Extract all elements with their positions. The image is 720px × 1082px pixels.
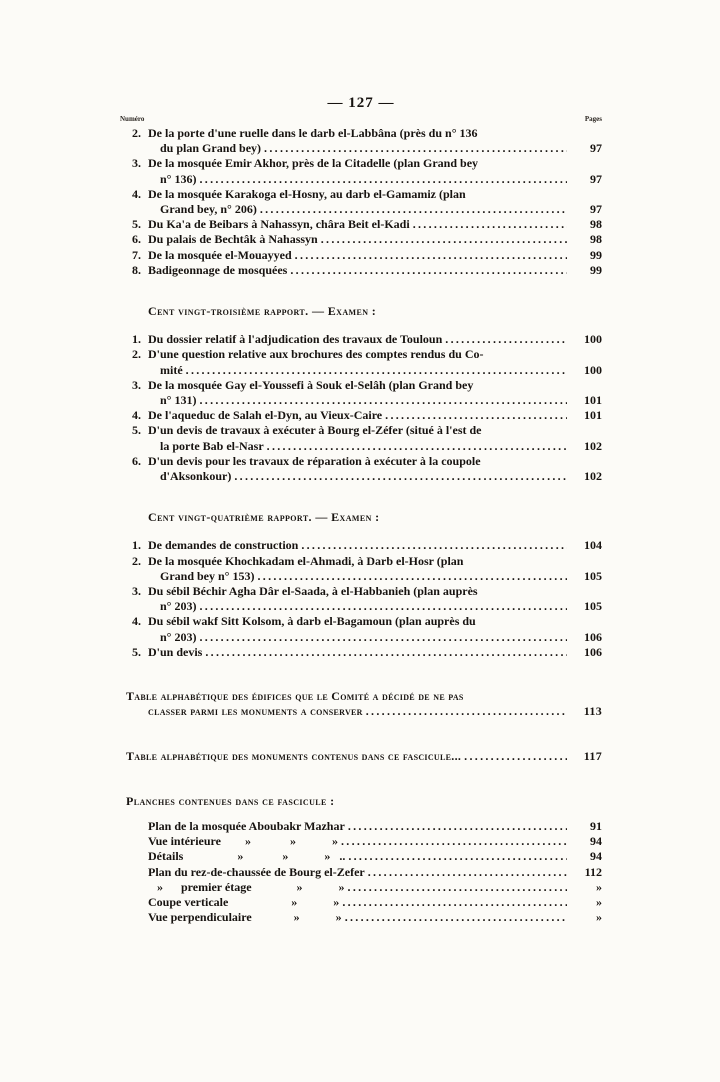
entry-text: Du palais de Bechtâk à Nahassyn [148,232,318,247]
toc-entry-line [120,187,602,202]
entry-page: 117 [583,748,602,763]
entry-page: 99 [590,247,602,262]
entry-number: 6. [132,232,141,247]
dot-leader [199,393,567,408]
toc-entry-line [120,569,602,584]
toc-entry-line [120,126,602,141]
entry-page: 100 [584,332,602,347]
entry-text: De la mosquée Emir Akhor, près de la Citadelle (plan Grand bey [148,156,479,171]
entry-number: 1. [132,538,141,553]
entry-text: De la porte d'une ruelle dans le darb el-Labbâna (près du n° 136 [148,126,478,140]
toc-entry-line [120,248,602,263]
plate-line [120,834,602,849]
report-heading [120,304,602,319]
entry-number: 1. [132,332,141,347]
entry-text: du plan Grand bey) [160,141,262,156]
dot-leader [413,217,567,232]
dot-leader [234,469,567,484]
column-label-pages: Pages [584,115,602,123]
entry-number: 3. [132,584,141,599]
dot-leader [301,538,567,553]
toc-entry-line [120,156,602,171]
entry-text: n° 203) [160,629,197,644]
entry-page: » [596,879,602,894]
entry-number: 5. [132,217,141,232]
entry-page: 98 [590,232,602,247]
plate-line [120,819,602,834]
entry-text: Cent vingt-troisième rapport. — Examen : [148,304,377,319]
entry-page: 102 [584,469,602,484]
entry-text: Cent vingt-quatrième rapport. — Examen : [148,510,380,525]
entry-number: 4. [132,614,141,629]
plates-heading [120,794,602,809]
entry-text: D'un devis de travaux à exécuter à Bourg el-Zéfer (situé à l'est de [148,423,482,438]
toc-entry-line [120,263,602,278]
toc-entry-line [120,217,602,232]
dot-leader [260,202,567,217]
dot-leader [348,849,567,864]
toc-entry-line [120,141,602,156]
dot-leader [368,865,567,880]
toc-entry-line [120,347,602,362]
entry-number: 3. [132,377,141,392]
page-content-area [120,95,602,925]
entry-text: la porte Bab el-Nasr [160,438,264,453]
entry-text: De la mosquée el-Mouayyed [148,247,292,262]
column-label-numero: Numéro [120,115,145,123]
entry-number: 3. [132,156,141,171]
entry-number: 7. [132,247,141,262]
dot-leader [257,569,567,584]
entry-text: Plan de la mosquée Aboubakr Mazhar [148,818,345,833]
toc-entry-line [120,423,602,438]
dot-leader [295,248,567,263]
toc-entry-line [120,408,602,423]
entry-text: Du dossier relatif à l'adjudication des travaux de Touloun [148,332,443,347]
entry-text: n° 203) [160,599,197,614]
toc-entry-line [120,232,602,247]
entry-page: 94 [590,849,602,864]
dot-leader [464,749,567,764]
dot-leader [267,439,567,454]
entry-page: 99 [590,262,602,277]
entry-number: 4. [132,186,141,201]
entry-text: classer parmi les monuments a conserver [148,704,363,719]
report-heading [120,510,602,525]
entry-text: mité [160,362,183,377]
dot-leader [205,645,567,660]
entry-text: Grand bey, n° 206) [160,202,257,217]
dot-leader [348,880,567,895]
entry-text: d'Aksonkour) [160,469,232,484]
toc-entry-line [120,469,602,484]
plate-line [120,895,602,910]
dot-leader [264,141,567,156]
index-entry-line [120,704,602,719]
entry-page: 106 [584,629,602,644]
entry-text: Badigeonnage de mosquées [148,262,288,277]
entry-number: 8. [132,262,141,277]
entry-page: 102 [584,438,602,453]
toc-entry-line [120,599,602,614]
dot-leader [290,263,567,278]
entry-page: 106 [584,644,602,659]
entry-text: De l'aqueduc de Salah el-Dyn, au Vieux-Caire [148,408,383,423]
entry-text: De demandes de construction [148,538,299,553]
dot-leader [199,630,567,645]
toc-section [120,332,602,484]
entry-page: 97 [590,202,602,217]
alphabetical-table-entry [120,749,602,764]
entry-number: 5. [132,644,141,659]
entry-text: Coupe verticale » » [148,894,340,909]
toc-section [120,538,602,660]
entry-page: 113 [583,704,602,719]
entry-number: 2. [132,553,141,568]
dot-leader [345,910,567,925]
entry-text: » premier étage » » [148,879,345,894]
entry-text: n° 136) [160,171,197,186]
entry-text: Détails » » » .. [148,849,346,864]
entry-page: 105 [584,568,602,583]
toc-entry-line [120,363,602,378]
entry-page: 91 [590,818,602,833]
dot-leader [341,834,567,849]
entry-number: 4. [132,408,141,423]
entry-text: Vue perpendiculaire » » [148,910,342,925]
entry-text: D'un devis pour les travaux de réparation à exécuter à la coupole [148,453,481,468]
entry-text: Vue intérieure » » » [148,834,338,849]
entry-text: Planches contenues dans ce fascicule : [126,793,335,808]
toc-entry-line [120,554,602,569]
index-entry-line [120,689,602,704]
entry-page: » [596,894,602,909]
entry-text: D'un devis [148,644,203,659]
entry-text: Plan du rez-de-chaussée de Bourg el-Zefer [148,864,365,879]
toc-entry-line [120,202,602,217]
dot-leader [199,172,567,187]
index-entry-line [120,749,602,764]
entry-page: » [596,910,602,925]
entry-page: 94 [590,834,602,849]
entry-page: 112 [584,864,602,879]
dot-leader [186,363,567,378]
entry-number: 2. [132,347,141,362]
entry-text: De la mosquée Karakoga el-Hosny, au darb el-Gamamiz (plan [148,186,466,201]
entry-number: 2. [132,126,141,140]
toc-entry-line [120,332,602,347]
alphabetical-table-entry [120,689,602,719]
entry-text: Du sébil wakf Sitt Kolsom, à darb el-Bagamoun (plan auprès du [148,614,476,629]
entry-number: 5. [132,423,141,438]
entry-page: 97 [590,141,602,156]
dot-leader [342,895,567,910]
dot-leader [321,232,567,247]
toc-entry-line [120,172,602,187]
entry-text: D'une question relative aux brochures des comptes rendus du Co- [148,347,484,362]
plate-line [120,910,602,925]
dot-leader [348,819,567,834]
toc-entry-line [120,538,602,553]
page-number: — 127 — [327,95,395,111]
entry-text: De la mosquée Khochkadam el-Ahmadi, à Darb el-Hosr (plan [148,553,464,568]
toc-section [120,126,602,278]
entry-page: 98 [590,217,602,232]
toc-entry-line [120,630,602,645]
page-header [120,95,602,126]
entry-text: De la mosquée Gay el-Youssefi à Souk el-Selâh (plan Grand bey [148,377,474,392]
entry-number: 6. [132,453,141,468]
toc-entry-line [120,439,602,454]
toc-entry-line [120,454,602,469]
toc-entry-line [120,393,602,408]
dot-leader [199,599,567,614]
entry-page: 97 [590,171,602,186]
entry-text: n° 131) [160,393,197,408]
entry-text: Table alphabétique des monuments contenus dans ce fascicule... [126,748,462,763]
plate-line [120,880,602,895]
entry-page: 101 [584,393,602,408]
dot-leader [445,332,567,347]
entry-text: Du Ka'a de Beibars à Nahassyn, châra Beit el-Kadi [148,217,410,232]
entry-text: Grand bey n° 153) [160,568,255,583]
entry-text: Du sébil Béchir Agha Dâr el-Saada, à el-Habbanieh (plan auprès [148,584,478,599]
dot-leader [366,704,567,719]
plates-list [120,819,602,925]
toc-entry-line [120,378,602,393]
toc-entry-line [120,614,602,629]
entry-page: 100 [584,362,602,377]
entry-page: 101 [584,408,602,423]
toc-entry-line [120,645,602,660]
entry-text: Table alphabétique des édifices que le Comité a décidé de ne pas [126,689,464,704]
entry-page: 105 [584,599,602,614]
entry-page: 104 [584,538,602,553]
plate-line [120,849,602,864]
toc-content [120,126,602,925]
toc-entry-line [120,584,602,599]
dot-leader [385,408,567,423]
plate-line [120,865,602,880]
